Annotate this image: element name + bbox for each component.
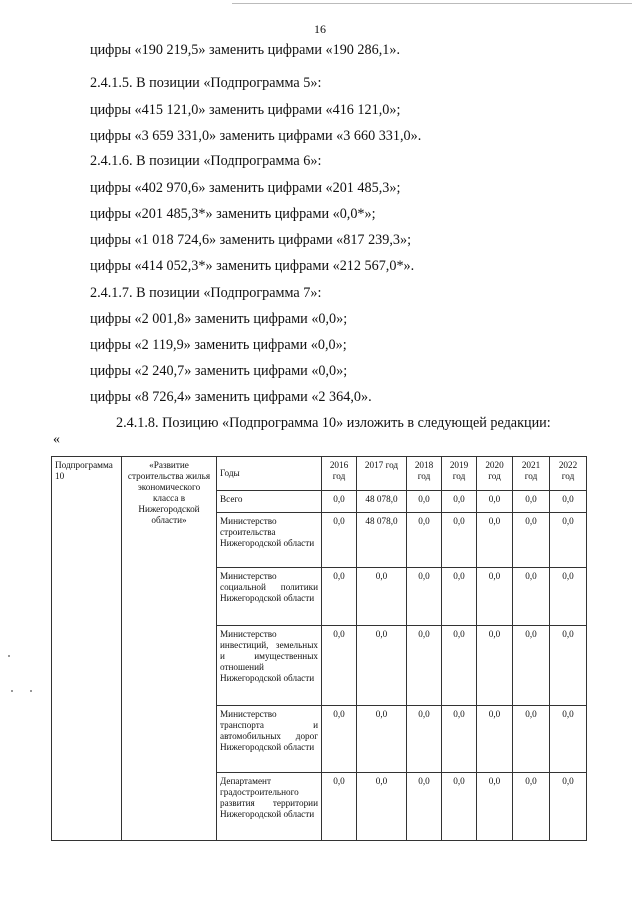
- value-cell: 0,0: [442, 706, 477, 773]
- value-cell: 0,0: [357, 773, 407, 841]
- value-cell: 0,0: [442, 491, 477, 513]
- value-cell: 0,0: [407, 773, 442, 841]
- value-cell: 0,0: [477, 568, 513, 626]
- row-label-cell: Департамент градостроительного развития территории Нижегородской области: [217, 773, 322, 841]
- subprogram-10-table: [51, 456, 587, 841]
- value-cell: 0,0: [322, 773, 357, 841]
- text-line: цифры «3 659 331,0» заменить цифрами «3 660 331,0».: [90, 128, 422, 144]
- scan-speck: [30, 690, 32, 692]
- value-cell: 0,0: [442, 626, 477, 706]
- value-cell: 0,0: [442, 513, 477, 568]
- year-header-cell: 2021 год: [513, 457, 550, 491]
- scan-speck: [11, 690, 13, 692]
- year-header-cell: 2020 год: [477, 457, 513, 491]
- value-cell: 48 078,0: [357, 513, 407, 568]
- text-line: цифры «2 119,9» заменить цифрами «0,0»;: [90, 337, 347, 353]
- value-cell: 0,0: [442, 773, 477, 841]
- value-cell: 0,0: [407, 568, 442, 626]
- value-cell: 0,0: [550, 773, 587, 841]
- text-line: цифры «2 001,8» заменить цифрами «0,0»;: [90, 311, 348, 327]
- text-line: цифры «2 240,7» заменить цифрами «0,0»;: [90, 363, 348, 379]
- value-cell: 0,0: [357, 626, 407, 706]
- value-cell: 0,0: [407, 706, 442, 773]
- text-line: цифры «1 018 724,6» заменить цифрами «817 239,3»;: [90, 232, 412, 248]
- page-number: 16: [314, 22, 326, 36]
- value-cell: 0,0: [550, 626, 587, 706]
- value-cell: 48 078,0: [357, 491, 407, 513]
- value-cell: 0,0: [357, 706, 407, 773]
- table-header-row: [52, 457, 587, 491]
- year-header-cell: 2017 год: [357, 457, 407, 491]
- value-cell: 0,0: [550, 568, 587, 626]
- program-number-cell: Подпрограмма 10: [52, 457, 122, 841]
- scan-speck: [8, 655, 10, 657]
- text-line: 2.4.1.5. В позиции «Подпрограмма 5»:: [90, 75, 322, 91]
- row-label-cell: Министерство строительства Нижегородской области: [217, 513, 322, 568]
- text-line: цифры «8 726,4» заменить цифрами «2 364,0».: [90, 389, 372, 405]
- value-cell: 0,0: [322, 626, 357, 706]
- value-cell: 0,0: [477, 773, 513, 841]
- value-cell: 0,0: [322, 513, 357, 568]
- value-cell: 0,0: [322, 491, 357, 513]
- value-cell: 0,0: [550, 491, 587, 513]
- row-label-cell: Всего: [217, 491, 322, 513]
- year-header-cell: 2016 год: [322, 457, 357, 491]
- value-cell: 0,0: [513, 773, 550, 841]
- value-cell: 0,0: [513, 568, 550, 626]
- row-label-cell: Министерство инвестиций, земельных и имущественных отношений Нижегородской области: [217, 626, 322, 706]
- program-name-cell: «Развитие строительства жилья экономического класса в Нижегородской области»: [122, 457, 217, 841]
- year-header-cell: 2019 год: [442, 457, 477, 491]
- text-line: цифры «414 052,3*» заменить цифрами «212 567,0*».: [90, 258, 415, 274]
- row-label-cell: Министерство социальной политики Нижегородской области: [217, 568, 322, 626]
- text-line: цифры «190 219,5» заменить цифрами «190 286,1».: [90, 42, 400, 58]
- value-cell: 0,0: [407, 513, 442, 568]
- value-cell: 0,0: [407, 626, 442, 706]
- value-cell: 0,0: [357, 568, 407, 626]
- scan-top-edge: [232, 3, 632, 4]
- text-line: 2.4.1.7. В позиции «Подпрограмма 7»:: [90, 285, 322, 301]
- value-cell: 0,0: [477, 706, 513, 773]
- text-line: цифры «201 485,3*» заменить цифрами «0,0*»;: [90, 206, 376, 222]
- text-line: цифры «402 970,6» заменить цифрами «201 485,3»;: [90, 180, 401, 196]
- value-cell: 0,0: [513, 706, 550, 773]
- row-label-cell: Министерство транспорта и автомобильных дорог Нижегородской области: [217, 706, 322, 773]
- value-cell: 0,0: [477, 513, 513, 568]
- value-cell: 0,0: [407, 491, 442, 513]
- value-cell: 0,0: [322, 568, 357, 626]
- value-cell: 0,0: [513, 513, 550, 568]
- text-line: 2.4.1.8. Позицию «Подпрограмма 10» изложить в следующей редакции:: [116, 415, 551, 431]
- value-cell: 0,0: [477, 626, 513, 706]
- value-cell: 0,0: [513, 626, 550, 706]
- value-cell: 0,0: [513, 491, 550, 513]
- value-cell: 0,0: [550, 706, 587, 773]
- opening-quote: «: [53, 432, 60, 447]
- value-cell: 0,0: [477, 491, 513, 513]
- text-line: 2.4.1.6. В позиции «Подпрограмма 6»:: [90, 153, 322, 169]
- text-line: цифры «415 121,0» заменить цифрами «416 121,0»;: [90, 102, 401, 118]
- value-cell: 0,0: [550, 513, 587, 568]
- year-header-cell: 2022 год: [550, 457, 587, 491]
- value-cell: 0,0: [322, 706, 357, 773]
- value-cell: 0,0: [442, 568, 477, 626]
- year-header-cell: 2018 год: [407, 457, 442, 491]
- years-header-cell: Годы: [217, 457, 322, 491]
